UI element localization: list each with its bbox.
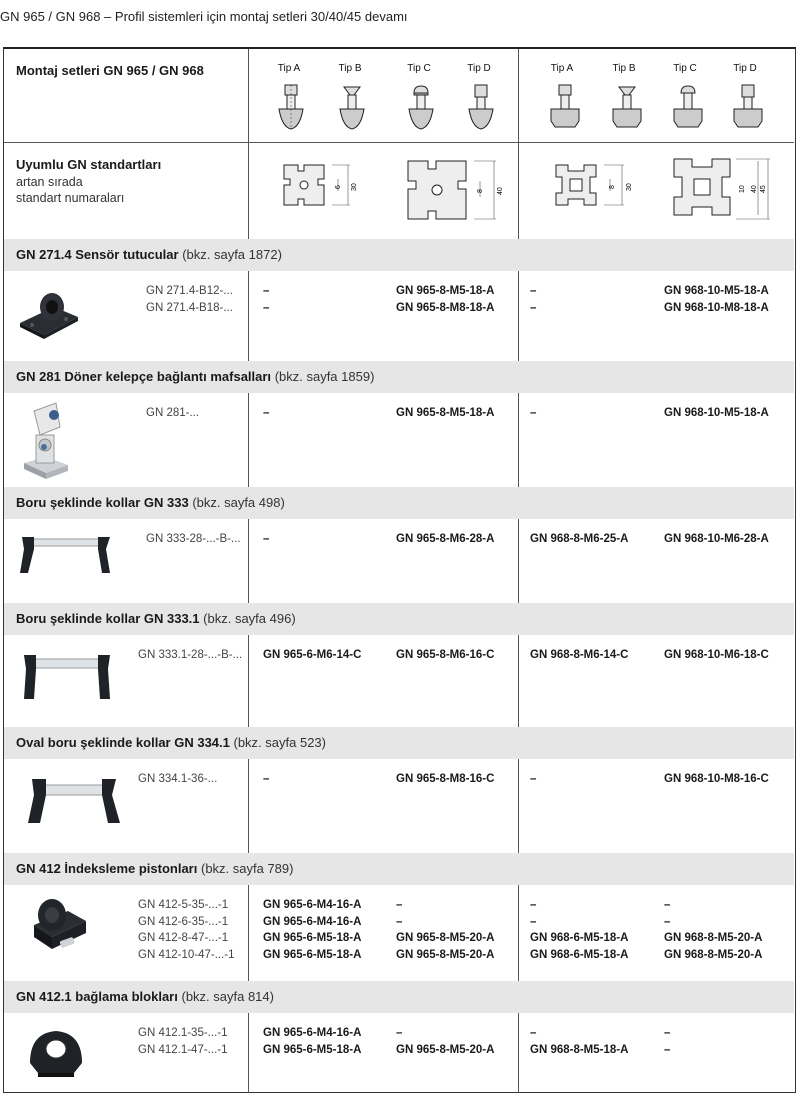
tip-b-968: Tip B	[612, 63, 636, 74]
set-code: GN 965-8-M5-18-A	[396, 285, 495, 297]
section-page-ref: (bkz. sayfa 789)	[200, 861, 294, 876]
set-code: GN 965-8-M5-18-A	[396, 407, 495, 419]
tip-c-968: Tip C	[673, 63, 697, 74]
standard-code: GN 281-...	[146, 407, 200, 419]
section-row	[4, 1013, 794, 1093]
section-header	[4, 239, 794, 271]
set-code: GN 968-6-M5-18-A	[530, 932, 629, 944]
section-header	[4, 727, 794, 759]
tip-d-968: Tip D	[733, 63, 757, 74]
set-code: –	[263, 773, 270, 785]
set-code: GN 968-6-M5-18-A	[530, 948, 629, 961]
set-code: GN 965-6-M5-18-A	[263, 948, 362, 961]
set-code: GN 968-10-M5-18-A	[664, 285, 769, 297]
section-header	[4, 361, 794, 393]
fastener-tip-b-965-icon	[337, 83, 367, 133]
standard-code: GN 271.4-B12-...	[146, 285, 233, 297]
section-title: Boru şeklinde kollar GN 333.1	[16, 611, 200, 626]
set-code: GN 965-6-M5-18-A	[263, 932, 362, 944]
section-header	[4, 981, 794, 1013]
section-page-ref: (bkz. sayfa 1872)	[182, 247, 282, 262]
section-title: GN 281 Döner kelepçe bağlantı mafsalları	[16, 369, 272, 384]
set-code: GN 965-8-M5-20-A	[396, 932, 495, 944]
set-code: –	[664, 1027, 671, 1039]
set-code: –	[664, 899, 671, 911]
set-code: –	[263, 285, 270, 297]
fastener-tip-b-968-icon	[610, 83, 644, 133]
section-row	[4, 635, 794, 727]
set-code: GN 965-6-M4-16-A	[263, 899, 362, 911]
set-code: –	[396, 899, 403, 911]
standard-code: GN 412-10-47-...-1	[138, 948, 235, 961]
tip-b-965: Tip B	[338, 63, 362, 74]
section-title: Boru şeklinde kollar GN 333	[16, 495, 189, 510]
dim-label: 40	[497, 187, 504, 195]
section-page-ref: (bkz. sayfa 523)	[233, 735, 326, 750]
set-code: –	[263, 533, 270, 545]
set-code: –	[530, 1027, 537, 1039]
section-header	[4, 487, 794, 519]
set-code: –	[530, 407, 537, 419]
dim-label: 6	[335, 185, 342, 189]
set-code: GN 965-8-M8-18-A	[396, 301, 495, 314]
standard-code: GN 412-6-35-...-1	[138, 915, 229, 928]
standard-code: GN 334.1-36-...	[138, 773, 218, 785]
set-code: GN 965-6-M4-16-A	[263, 915, 362, 928]
standard-code: GN 412-8-47-...-1	[138, 932, 229, 944]
set-code: –	[530, 773, 537, 785]
set-code: GN 968-8-M6-14-C	[530, 649, 629, 661]
section-row	[4, 885, 794, 981]
set-code: GN 965-6-M5-18-A	[263, 1043, 362, 1056]
set-code: GN 968-10-M8-16-C	[664, 773, 769, 785]
swivel-clamp-icon	[16, 399, 74, 481]
section-page-ref: (bkz. sayfa 814)	[181, 989, 274, 1004]
section-row	[4, 271, 794, 361]
standards-sub2: standart numaraları	[16, 191, 125, 205]
dim-label: 30	[351, 183, 358, 191]
set-code: GN 965-6-M4-16-A	[263, 1027, 362, 1039]
standard-code: GN 412-5-35-...-1	[138, 899, 229, 911]
dim-label: 30	[626, 183, 633, 191]
section-title: Oval boru şeklinde kollar GN 334.1	[16, 735, 230, 750]
profile-30-icon	[280, 161, 364, 219]
dim-label: 40	[751, 185, 758, 193]
set-code: GN 968-10-M6-28-A	[664, 533, 769, 545]
section-header	[4, 853, 794, 885]
fastener-tip-c-968-icon	[671, 83, 705, 133]
fastener-tip-c-965-icon	[406, 83, 436, 133]
section-row	[4, 393, 794, 487]
set-code: –	[263, 301, 270, 314]
section-page-ref: (bkz. sayfa 1859)	[274, 369, 375, 384]
set-code: GN 968-8-M5-18-A	[530, 1043, 629, 1056]
set-code: GN 968-8-M5-20-A	[664, 948, 763, 961]
set-code: –	[263, 407, 270, 419]
set-code: –	[530, 301, 537, 314]
set-code: GN 965-8-M5-20-A	[396, 1043, 495, 1056]
standard-code: GN 271.4-B18-...	[146, 301, 233, 314]
standard-code: GN 412.1-35-...-1	[138, 1027, 228, 1039]
section-title: GN 271.4 Sensör tutucular	[16, 247, 179, 262]
clamping-block-icon	[24, 1023, 88, 1079]
set-code: GN 968-10-M5-18-A	[664, 407, 769, 419]
section-page-ref: (bkz. sayfa 498)	[192, 495, 285, 510]
set-code: GN 968-8-M5-20-A	[664, 932, 763, 944]
page-header: GN 965 / GN 968 – Profil sistemleri için montaj setleri 30/40/45 devamı	[0, 9, 408, 24]
oval-tubular-handle-icon	[24, 773, 124, 829]
set-code: GN 965-8-M5-20-A	[396, 948, 495, 961]
section-page-ref: (bkz. sayfa 496)	[203, 611, 296, 626]
fastener-tip-d-965-icon	[466, 83, 496, 133]
tip-c-965: Tip C	[407, 63, 431, 74]
set-code: GN 965-8-M6-28-A	[396, 533, 495, 545]
profile-40-45-icon	[670, 155, 774, 225]
section-row	[4, 759, 794, 853]
mounting-set-table	[3, 47, 796, 1093]
dim-label: 10	[739, 185, 746, 193]
set-code: –	[530, 899, 537, 911]
table-header	[4, 49, 794, 239]
set-code: GN 965-6-M6-14-C	[263, 649, 362, 661]
standards-sub1: artan sırada	[16, 175, 83, 189]
set-code: GN 965-8-M8-16-C	[396, 773, 495, 785]
profile-30-968-icon	[552, 161, 638, 219]
tubular-handle-icon	[14, 533, 114, 579]
tubular-handle-icon	[18, 645, 118, 707]
set-code: GN 968-10-M6-18-C	[664, 649, 769, 661]
set-code: –	[396, 915, 403, 928]
set-code: GN 965-8-M6-16-C	[396, 649, 495, 661]
tip-d-965: Tip D	[467, 63, 491, 74]
sensor-holder-icon	[14, 289, 84, 341]
profile-40-icon	[404, 157, 504, 223]
standards-title: Uyumlu GN standartları	[16, 157, 162, 172]
fastener-tip-a-968-icon	[548, 83, 582, 133]
dim-label: 8	[609, 185, 616, 189]
set-code: GN 968-8-M6-25-A	[530, 533, 629, 545]
fastener-tip-a-965-icon	[276, 83, 306, 133]
dim-label: 45	[760, 185, 767, 193]
set-code: GN 968-10-M8-18-A	[664, 301, 769, 314]
table-title: Montaj setleri GN 965 / GN 968	[16, 63, 204, 78]
section-header	[4, 603, 794, 635]
tip-a-968: Tip A	[550, 63, 574, 74]
tip-a-965: Tip A	[277, 63, 301, 74]
set-code: –	[530, 285, 537, 297]
section-title: GN 412.1 bağlama blokları	[16, 989, 178, 1004]
fastener-tip-d-968-icon	[731, 83, 765, 133]
set-code: –	[530, 915, 537, 928]
set-code: –	[396, 1027, 403, 1039]
standard-code: GN 333.1-28-...-B-...	[138, 649, 243, 661]
dim-label: 8	[477, 189, 484, 193]
set-code: –	[664, 915, 671, 928]
indexing-plunger-icon	[24, 895, 94, 965]
section-row	[4, 519, 794, 603]
standard-code: GN 412.1-47-...-1	[138, 1043, 228, 1056]
standard-code: GN 333-28-...-B-...	[146, 533, 241, 545]
section-title: GN 412 İndeksleme pistonları	[16, 861, 198, 876]
set-code: –	[664, 1043, 671, 1056]
